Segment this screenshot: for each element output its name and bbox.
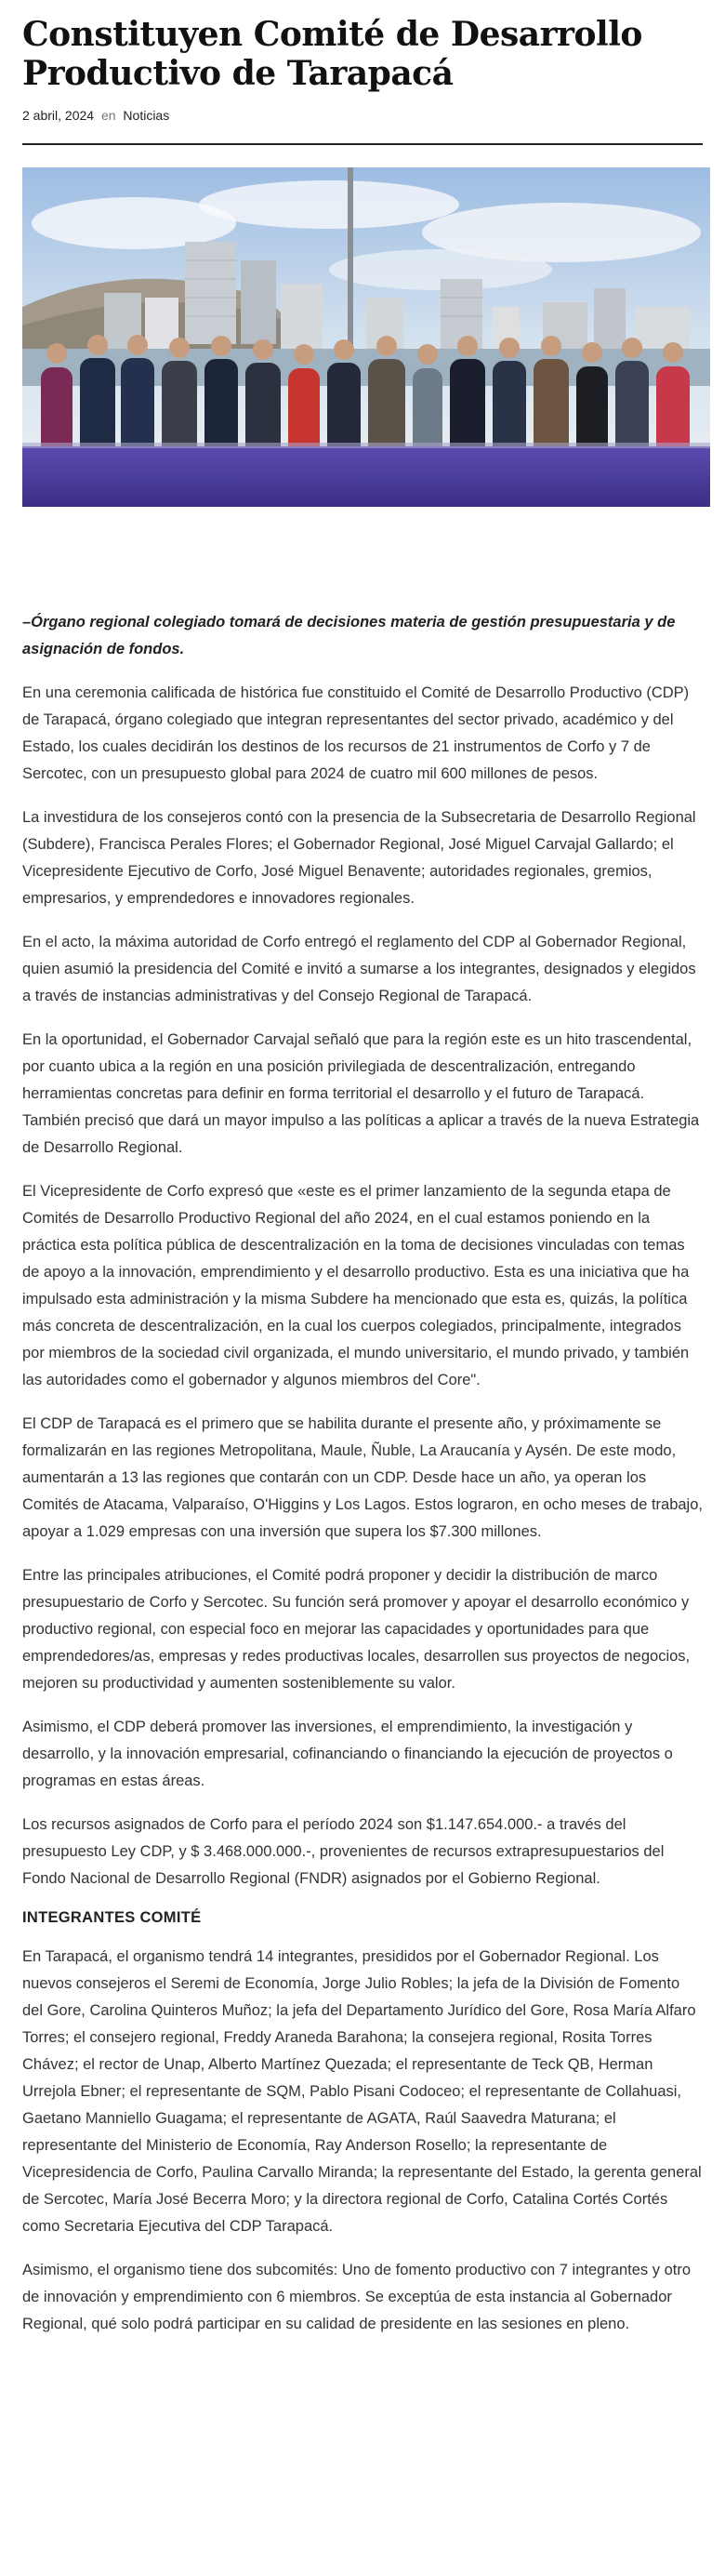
article-paragraph: En Tarapacá, el organismo tendrá 14 integrantes, presididos por el Gobernador Regional. Los nuevos consejeros el Seremi de Economía, Jorge Julio Robles; la jefa de la División de Fomento del Gore, Carolina Quinteros Muñoz; la jefa del Departamento Jurídico del Gore, Rosa María Alfaro Torres; el consejero regional, Freddy Araneda Barahona; la consejera regional, Rosita Torres Chávez; el rector de Unap, Alberto Martínez Quezada; el representante de Teck QB, Herman Urrejola Ebner; el representante de SQM, Pablo Pisani Codoceo; el representante de Collahuasi, Gaetano Manniello Guagama; el representante de AGATA, Raúl Saavedra Maturana; el representante del Ministerio de Economía, Ray Anderson Rosello; la representante de Vicepresidencia de Corfo, Paulina Carvallo Miranda; la representante del Estado, la gerenta general de Sercotec, María José Becerra Moro; y la directora regional de Corfo, Catalina Cortés Cortés como Secretaria Ejecutiva del CDP Tarapacá. — [22, 1948, 702, 2235]
article-lead: –Órgano regional colegiado tomará de decisiones materia de gestión presupuestaria y de asignación de fondos. — [22, 614, 676, 657]
featured-image — [22, 167, 710, 507]
section-heading: INTEGRANTES COMITÉ — [22, 1909, 202, 1926]
article — [22, 0, 703, 2338]
article-paragraph: Asimismo, el organismo tiene dos subcomités: Uno de fomento productivo con 7 integrantes y otro de innovación y emprendimiento con 6 miembros. Se exceptúa de esta instancia al Gobernador Regional, qué solo podrá participar en su calidad de presidente en las sesiones en pleno. — [22, 2262, 692, 2332]
meta-separator: en — [100, 108, 116, 123]
post-date[interactable]: 2 abril, 2024 — [22, 108, 95, 123]
article-title: Constituyen Comité de Desarrollo Productivo de Tarapacá — [22, 15, 642, 93]
header-divider — [22, 143, 703, 145]
article-meta — [22, 108, 703, 123]
article-paragraph: El CDP de Tarapacá es el primero que se habilita durante el presente año, y próximamente se formalizarán en las regiones Metropolitana, Maule, Ñuble, La Araucanía y Aysén. De este modo, aumentarán a 13 las regiones que contarán con un CDP. Desde hace un año, ya operan los Comités de Atacama, Valparaíso, O'Higgins y Los Lagos. Estos lograron, en ocho meses de trabajo, apoyar a 1.029 empresas con una inversión que supera los $7.300 millones. — [22, 1415, 703, 1540]
article-paragraph: Entre las principales atribuciones, el Comité podrá proponer y decidir la distribución de marco presupuestario de Corfo y Sercotec. Su función será promover y apoyar el desarrollo económico y productivo regional, con especial foco en mejorar las capacidades y oportunidades para que emprendedores/as, empresas y redes productivas locales, desarrollen sus proyectos de negocios, mejoren su productividad y aumenten sosteniblemente su valor. — [22, 1567, 691, 1692]
article-paragraph: En el acto, la máxima autoridad de Corfo entregó el reglamento del CDP al Gobernador Regional, quien asumió la presidencia del Comité e invitó a sumarse a los integrantes, designados y elegidos a través de instancias administrativas y del Consejo Regional de Tarapacá. — [22, 934, 696, 1004]
category-link[interactable]: Noticias — [123, 108, 170, 123]
article-paragraph: Los recursos asignados de Corfo para el período 2024 son $1.147.654.000.- a través del presupuesto Ley CDP, y $ 3.468.000.000.-, provenientes de recursos extrapresupuestarios del Fondo Nacional de Desarrollo Regional (FNDR) asignados por el Gobierno Regional. — [22, 1816, 665, 1887]
article-paragraph: El Vicepresidente de Corfo expresó que «este es el primer lanzamiento de la segunda etapa de Comités de Desarrollo Productivo Regional del año 2024, en el cual estamos poniendo en la práctica esta política pública de descentralización en la toma de decisiones vinculadas con temas de apoyo a la innovación, emprendimiento y el desarrollo productivo. Esta es una iniciativa que ha impulsado esta administración y la misma Subdere ha mencionado que esta es, quizás, la política más concreta de descentralización, en la cual los cuerpos colegiados, principalmente, integrados por miembros de la sociedad civil organizada, el mundo universitario, el mundo privado, y también las autoridades como el gobernador y algunos miembros del Core". — [22, 1183, 690, 1388]
article-paragraph: En la oportunidad, el Gobernador Carvajal señaló que para la región este es un hito trascendental, por cuanto ubica a la región en una posición privilegiada de descentralización, entregando herramientas concretas para definir en forma territorial el desarrollo y el futuro de Tarapacá. También precisó que dará un mayor impulso a las políticas a aplicar a través de la nueva Estrategia de Desarrollo Regional. — [22, 1031, 700, 1156]
article-paragraph: La investidura de los consejeros contó con la presencia de la Subsecretaria de Desarrollo Regional (Subdere), Francisca Perales Flores; el Gobernador Regional, José Miguel Carvajal Gallardo; el Vicepresidente Ejecutivo de Corfo, José Miguel Benavente; autoridades regionales, gremios, empresarios, y emprendedores e innovadores regionales. — [22, 809, 696, 907]
article-paragraph: En una ceremonia calificada de histórica fue constituido el Comité de Desarrollo Productivo (CDP) de Tarapacá, órgano colegiado que integran representantes del sector privado, académico y del Estado, los cuales decidirán los destinos de los recursos de 21 instrumentos de Corfo y 7 de Sercotec, con un presupuesto global para 2024 de cuatro mil 600 millones de pesos. — [22, 684, 690, 782]
article-paragraph: Asimismo, el CDP deberá promover las inversiones, el emprendimiento, la investigación y desarrollo, y la innovación empresarial, cofinanciando o financiando la ejecución de proyectos o programas en estas áreas. — [22, 1719, 673, 1789]
